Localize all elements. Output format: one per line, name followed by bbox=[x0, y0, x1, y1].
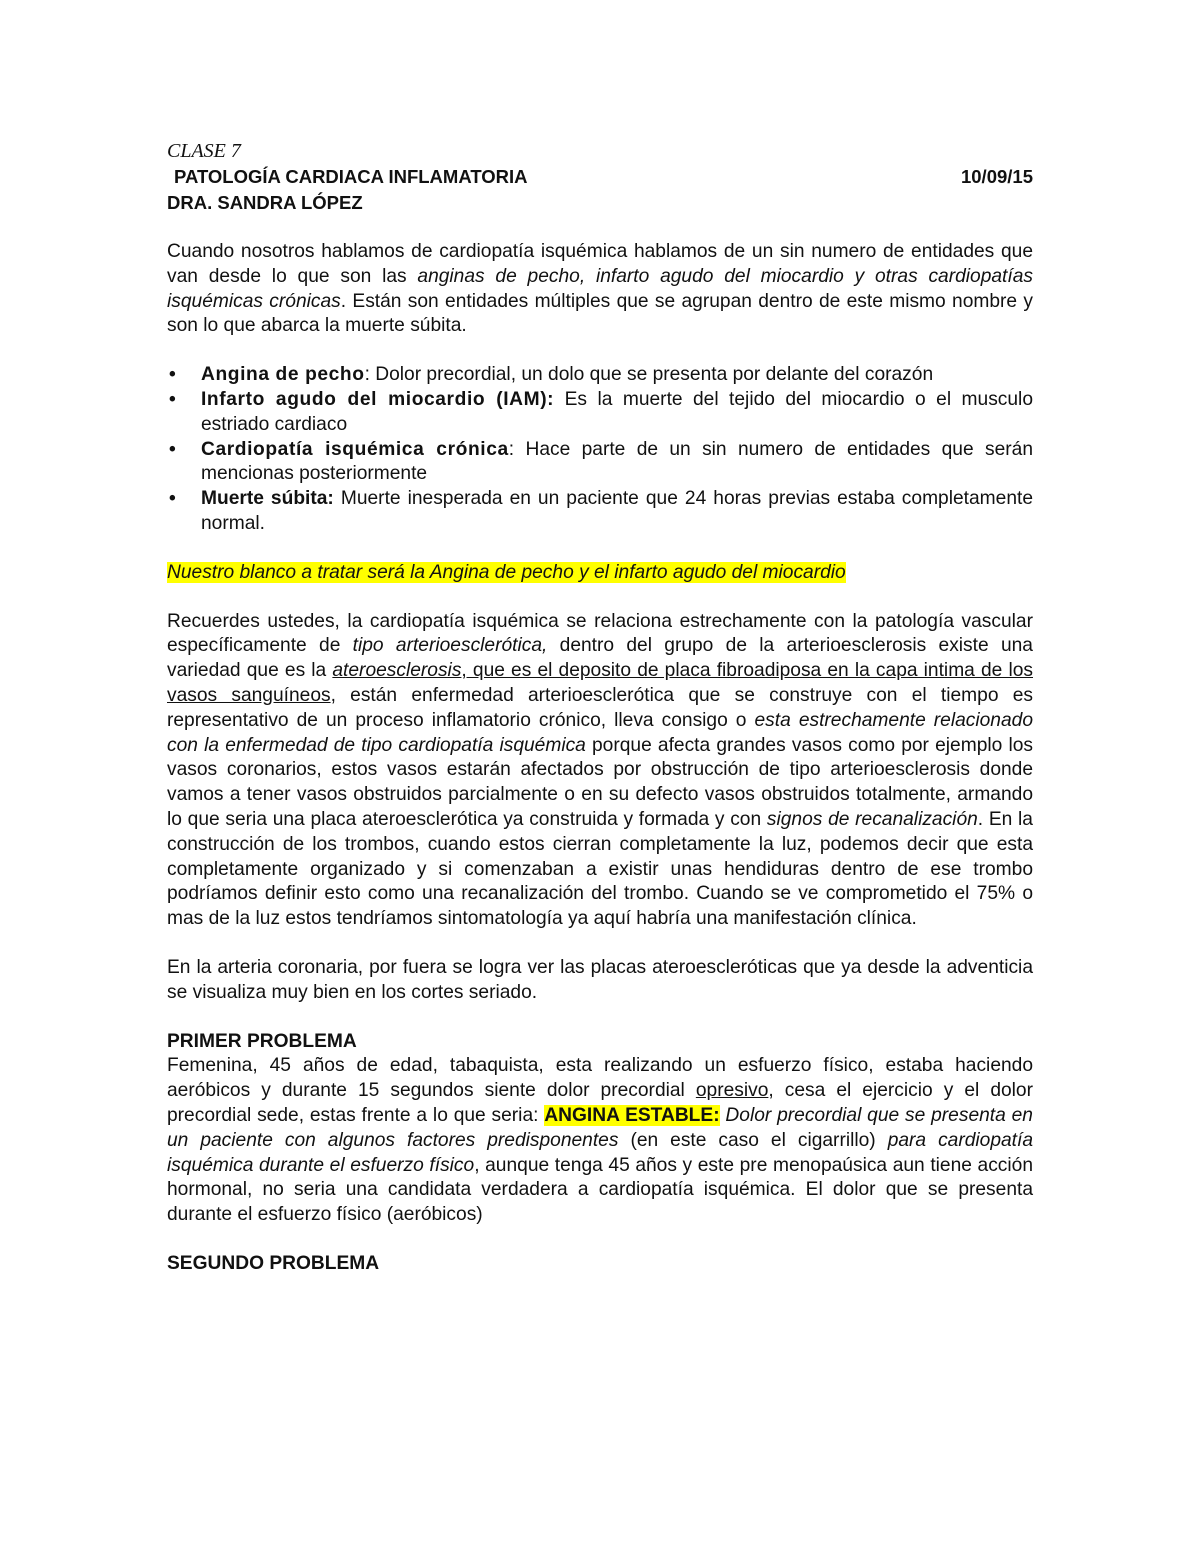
list-term: Infarto agudo del miocardio (IAM): bbox=[201, 388, 555, 410]
pp-italic-1: Dolor precordial que se presenta en un paciente con algunos factores predisponentes bbox=[167, 1104, 1033, 1151]
pp-c: (en este caso el cigarrillo) bbox=[618, 1129, 888, 1151]
pp-a: Femenina, 45 años de edad, tabaquista, esta realizando un esfuerzo físico, estaba haciendo aeróbicos y durante 15 segundos siente dolor precordial bbox=[167, 1055, 1033, 1102]
document-date: 10/09/15 bbox=[960, 166, 1033, 187]
p2-italic-2: esta estrechamente relacionado con la enfermedad de tipo cardiopatía isquémica bbox=[167, 709, 1033, 756]
p2-italic-1: tipo arterioesclerótica, bbox=[352, 635, 548, 657]
problem-one-paragraph bbox=[167, 1054, 1033, 1228]
list-item bbox=[167, 363, 1033, 388]
p2-b: dentro del grupo de la arterioesclerosis existe una variedad que es la bbox=[167, 635, 1033, 682]
list-term: Cardiopatía isquémica crónica bbox=[201, 438, 509, 460]
p2-underline-italic: ateroesclerosis bbox=[332, 660, 462, 682]
spacer bbox=[167, 586, 1033, 610]
bullet-icon: • bbox=[169, 388, 176, 410]
document-title: PATOLOGÍA CARDIACA INFLAMATORIA bbox=[174, 166, 528, 187]
intro-paragraph bbox=[167, 240, 1033, 339]
p2-underline: , que es el deposito de placa fibroadiposa en la capa intima de los vasos sanguíneos bbox=[167, 660, 1033, 706]
section-heading: SEGUNDO PROBLEMA bbox=[167, 1252, 380, 1274]
spacer bbox=[167, 932, 1033, 956]
document-page bbox=[167, 138, 1033, 1277]
intro-text-a: Cuando nosotros hablamos de cardiopatía isquémica hablamos de un sin numero de entidades que van desde lo que son las bbox=[167, 241, 1033, 287]
spacer bbox=[167, 339, 1033, 363]
spacer bbox=[167, 1006, 1033, 1030]
list-term: Muerte súbita: bbox=[201, 488, 334, 510]
spacer bbox=[167, 216, 1033, 240]
p2-c: , están enfermedad arterioesclerótica que se construye con el tiempo es representativo de un proceso inflamatorio crónico, lleva consigo o bbox=[167, 684, 1033, 731]
highlight-text: Nuestro blanco a tratar será la Angina de pecho y el infarto agudo del miocardio bbox=[167, 561, 846, 583]
section-heading: PRIMER PROBLEMA bbox=[167, 1030, 357, 1052]
definitions-list bbox=[167, 363, 1033, 537]
list-item bbox=[167, 438, 1033, 488]
intro-text-italic: anginas de pecho, infarto agudo del miocardio y otras cardiopatías isquémicas crónicas bbox=[167, 265, 1033, 312]
coronary-paragraph: En la arteria coronaria, por fuera se logra ver las placas ateroescleróticas que ya desde la adventicia se visualiza muy bien en los cortes seriado. bbox=[167, 956, 1033, 1003]
list-sep: : bbox=[508, 438, 515, 460]
p2-italic-3: signos de recanalización bbox=[766, 808, 978, 830]
spacer bbox=[167, 537, 1033, 561]
list-item bbox=[167, 487, 1033, 537]
diagnosis-label: ANGINA ESTABLE: bbox=[544, 1104, 720, 1126]
bullet-icon: • bbox=[169, 488, 176, 510]
intro-text-b: . Están son entidades múltiples que se agrupan dentro de este mismo nombre y son lo que abarca la muerte súbita. bbox=[167, 290, 1033, 337]
pp-underline: opresivo bbox=[695, 1080, 769, 1102]
list-text: Muerte inesperada en un paciente que 24 horas previas estaba completamente normal. bbox=[201, 488, 1033, 534]
p2-a: Recuerdes ustedes, la cardiopatía isquémica se relaciona estrechamente con la patología vascular específicamente de bbox=[167, 610, 1033, 657]
list-text: Es la muerte del tejido del miocardio o el musculo estriado cardiaco bbox=[201, 388, 1033, 435]
bullet-icon: • bbox=[169, 364, 176, 386]
document-header bbox=[167, 164, 1033, 190]
pp-d: , aunque tenga 45 años y este pre menopaúsica aun tiene acción hormonal, no seria una candidata verdadera a cardiopatía isquémica. El dolor que se presenta durante el esfuerzo físico (aeróbicos) bbox=[167, 1154, 1034, 1226]
bullet-icon: • bbox=[169, 438, 176, 460]
list-item bbox=[167, 388, 1033, 438]
p2-e: . En la construcción de los trombos, cuando estos cierran completamente la luz, podemos decir que esta completamente organizado y si comenzaban a existir unas hendiduras dentro de ese trombo podríamos definir esto como una recanalización del trombo. Cuando se ve comprometido el 75% o mas de la luz estos tendríamos sintomatología ya aquí habría una manifestación clínica. bbox=[167, 808, 1033, 930]
main-paragraph bbox=[167, 610, 1033, 932]
pp-b: , cesa el ejercicio y el dolor precordial sede, estas frente a lo que seria: bbox=[167, 1080, 1033, 1126]
p2-d: porque afecta grandes vasos como por ejemplo los vasos coronarios, estos vasos estarán afectados por obstrucción de tipo arterioesclerosis donde vamos a tener vasos obstruidos parcialmente o en su defecto vasos obstruidos totalmente, armando lo que seria una placa ateroesclerótica ya construida y formada y con bbox=[167, 734, 1033, 830]
highlighted-note bbox=[167, 561, 1033, 586]
pp-italic-2: para cardiopatía isquémica durante el esfuerzo físico bbox=[167, 1129, 1034, 1176]
doctor-name: DRA. SANDRA LÓPEZ bbox=[167, 192, 363, 213]
class-number: CLASE 7 bbox=[167, 140, 241, 162]
list-text: Hace parte de un sin numero de entidades que serán mencionas posteriormente bbox=[201, 438, 1033, 485]
list-sep: : bbox=[364, 364, 370, 386]
list-term: Angina de pecho bbox=[201, 364, 365, 386]
spacer bbox=[167, 1228, 1033, 1252]
list-text: Dolor precordial, un dolo que se presenta por delante del corazón bbox=[369, 364, 934, 386]
